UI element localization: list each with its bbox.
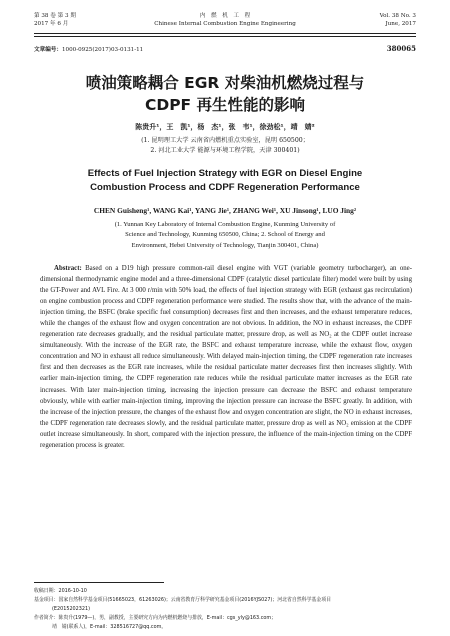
fund-info-cont: (E2015202321) [52, 606, 91, 612]
article-id-label: 文章编号： [34, 47, 62, 53]
footnote-rule [34, 582, 164, 583]
received-date: 收稿日期：2016-10-10 [34, 588, 87, 594]
corresponding-author: 靖 婧(联系人)，E-mail：328516727@qq.com。 [52, 624, 167, 630]
header-rule-thick [34, 33, 416, 34]
chinese-title: 喷油策略耦合 EGR 对柴油机燃烧过程与 CDPF 再生性能的影响 [85, 74, 365, 114]
abstract [40, 263, 412, 451]
journal-name: 内 燃 机 工 程 Chinese Internal Combustion Engine Engineering [154, 13, 296, 27]
article-id-value: 1000-0925(2017)03-0131-11 [61, 47, 144, 53]
header-rule-thin [34, 36, 416, 37]
english-affiliations: (1. Yunnan Key Laboratory of Internal Combustion Engine, Kunming University of Science and Technology, Kunming 650500, China; 2. School of Energy and Environment, Hebei University of Technology, Tianjin 300401, China) [114, 221, 336, 249]
english-title: Effects of Fuel Injection Strategy with EGR on Diesel Engine Combustion Process and CDPF Regeneration Performance [87, 168, 363, 193]
article-number: 380065 [386, 44, 416, 53]
footnotes [34, 587, 416, 632]
volume-issue: 第 38 卷 第 3 期 2017 年 6 月 [34, 13, 76, 27]
article-id-row [34, 45, 416, 53]
running-head [34, 12, 416, 38]
chinese-authors: 陈贵升¹，王 凯¹，杨 杰¹，张 韦¹，徐劲松¹，靖 婧² [135, 123, 315, 131]
author-info: 作者简介：陈贵升(1979—)，男，副教授，主要研究方向为内燃机燃烧与排放，E-mail：cgs_yly@163.com； [34, 615, 277, 621]
english-authors: CHEN Guisheng¹, WANG Kai¹, YANG Jie¹, ZHANG Wei¹, XU Jinsong¹, LUO Jing² [93, 206, 357, 215]
volume-issue-en: Vol. 38 No. 3 June, 2017 [379, 13, 416, 27]
abstract-body: Based on a D19 high pressure common-rail diesel engine with VGT (variable geometry turbocharger), an one-dimensional thermodynamic engine model and a three-dimensional CDPF (catalytic diesel particulate filter) model were built by using the GT-Power and AVL Fire. At 3 000 r/min with 50% load, the effects of fuel injection strategy with EGR (exhaust gas recirculation) on engine combustion process and CDPF regeneration performance were studied. The results show that, with the advance of the main-injection timing, the BSFC (brake specific fuel consumption) decreases first and then increases, and the exhaust temperature reduces, while the changes of the exhaust flow and oxygen concentration are not obvious. In addition, the NO in exhaust increases, the CDPF regeneration rate decreases gradually, and the residual particulate matter, pressure drop, as well as NO₂ at the CDPF outlet increase simultaneously. With the increase of the EGR rate, the BSFC and exhaust temperature increase, while the exhaust flow, oxygen concentration and NO in exhaust all reduce simultaneously. With delayed main-injection timing, the CDPF regeneration rate increases first and then decreases as the EGR rate increases, while the residual particulate matter decreases first then increases slightly. With earlier main-injection timing, the CDPF regeneration rate reduces while the residual particulate matter increases as the EGR rate increases. With later main-injection timing, increasing the injection pressure can decrease the BSFC and exhaust temperature obviously, while with earlier main-injection timing, improving the injection pressure can increase the BSFC greatly. In addition, with the increase of the injection pressure, the changes of the exhaust flow and oxygen concentration are slight, the NO in exhaust increases, the CDPF regeneration rate decreases slowly, and the residual particulate matter, pressure drop as well as NO₂ emission at the CDPF outlet increase simultaneously. In short, compared with the injection pressure, the influence of the main-injection timing on the CDPF regeneration process is greater. [40, 265, 412, 449]
abstract-label: Abstract: [54, 265, 82, 272]
fund-info: 基金项目：国家自然科学基金项目(51665023，61263026)；云南省教育厅科学研究基金项目(2016YJS027)；河北省自然科学基金项目 [34, 597, 332, 603]
chinese-affiliations: (1. 昆明理工大学 云南省内燃机重点实验室，昆明 650500； 2. 河北工业大学 能源与环境工程学院，天津 300401) [141, 137, 309, 154]
